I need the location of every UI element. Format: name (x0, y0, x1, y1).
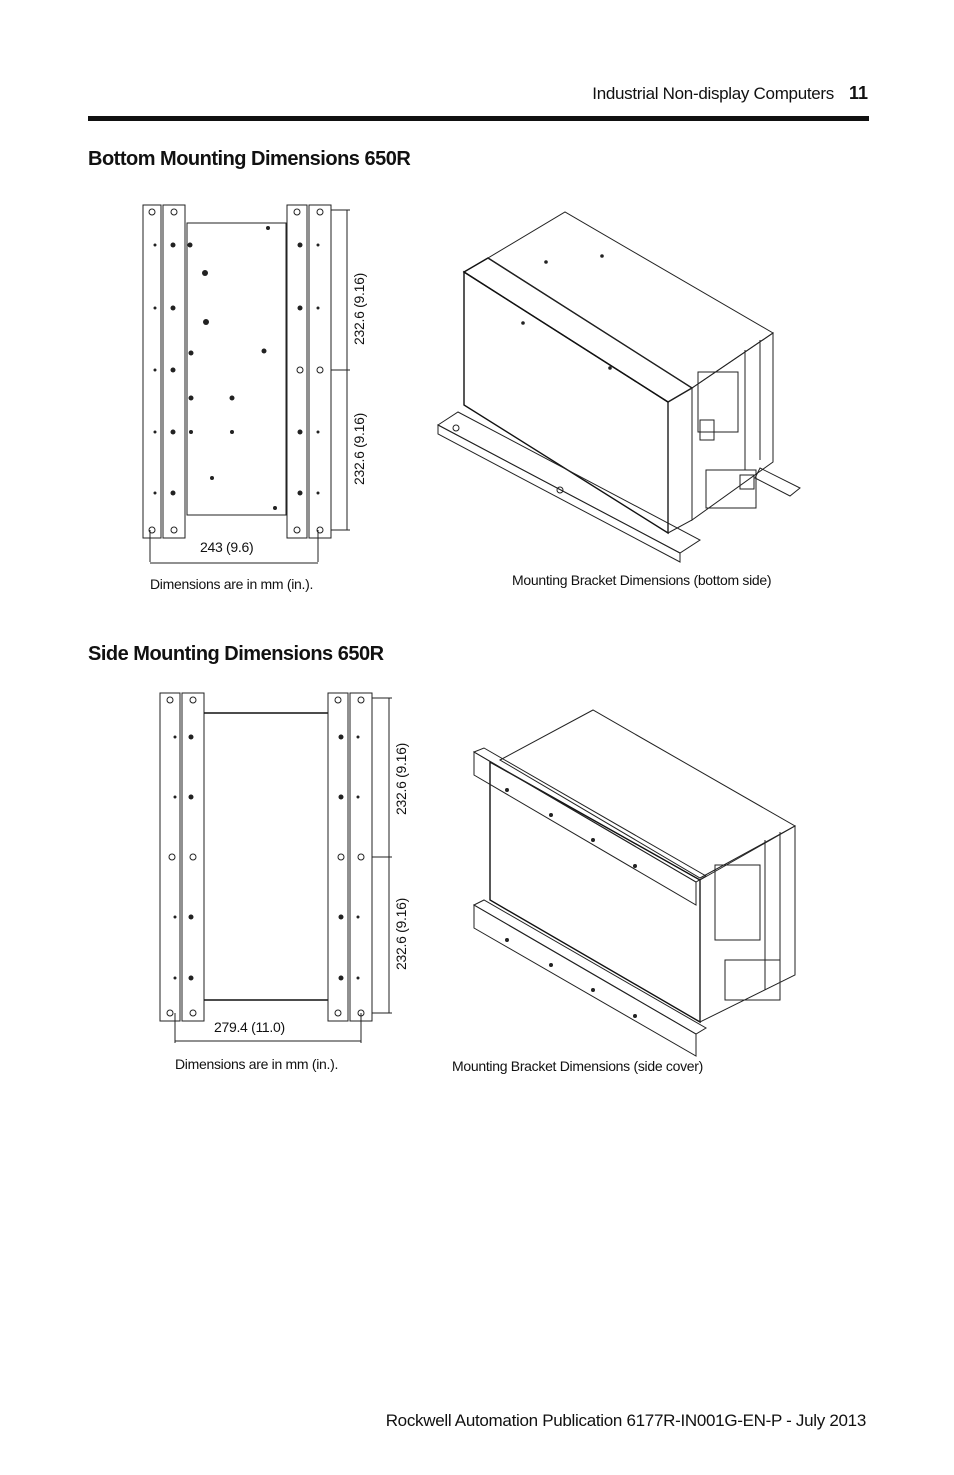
dimension-lines-side (175, 698, 392, 1043)
right-bracket-side (328, 693, 372, 1021)
caption-side-cover: Mounting Bracket Dimensions (side cover) (452, 1058, 703, 1074)
dim-upper-label: 232.6 (9.16) (351, 273, 367, 345)
caption-bottom-side: Mounting Bracket Dimensions (bottom side) (512, 572, 772, 588)
dim-upper-label-side: 232.6 (9.16) (393, 743, 409, 815)
dim-width-label: 243 (9.6) (200, 539, 254, 555)
isometric-side-computer (474, 710, 795, 1056)
dim-lower-label: 232.6 (9.16) (351, 413, 367, 485)
dim-lower-label-side: 232.6 (9.16) (393, 898, 409, 970)
caption-dimensions-units: Dimensions are in mm (in.). (150, 576, 314, 592)
bottom-mounting-heading: Bottom Mounting Dimensions 650R (88, 148, 411, 170)
footer-publication: Rockwell Automation Publication 6177R-IN001G-EN-P - July 2013 (385, 1411, 866, 1430)
dim-width-label-side: 279.4 (11.0) (214, 1019, 285, 1035)
page-number: 11 (848, 83, 868, 103)
running-header-title: Industrial Non-display Computers (592, 84, 834, 103)
caption-dimensions-units-side: Dimensions are in mm (in.). (175, 1056, 339, 1072)
side-mounting-heading: Side Mounting Dimensions 650R (88, 643, 384, 665)
left-bracket-side (160, 693, 204, 1021)
